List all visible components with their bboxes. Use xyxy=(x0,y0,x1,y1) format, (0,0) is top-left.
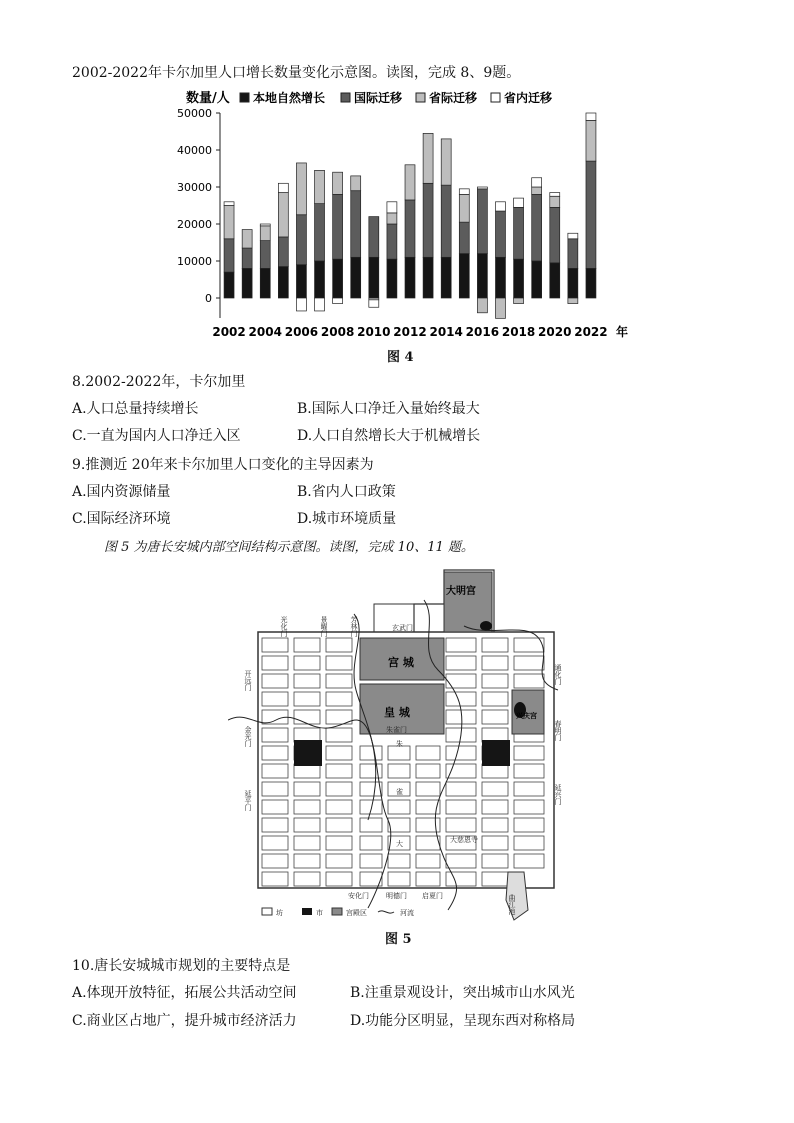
ward-block xyxy=(514,782,544,796)
ward-block xyxy=(514,854,544,868)
bar-segment xyxy=(260,226,270,241)
bar-segment xyxy=(532,178,542,187)
bar-segment xyxy=(550,207,560,263)
ward-block xyxy=(294,692,320,706)
bar-segment xyxy=(369,257,379,298)
bar-segment xyxy=(532,194,542,261)
bar-segment xyxy=(369,300,379,307)
q10-option-b: B.注重景观设计，突出城市山水风光 xyxy=(350,985,575,1001)
bar-segment xyxy=(496,211,506,257)
bar-segment xyxy=(333,194,343,259)
legend-label: 本地自然增长 xyxy=(253,91,326,105)
ward-block xyxy=(360,782,382,796)
ward-block xyxy=(482,782,508,796)
ward-block xyxy=(294,782,320,796)
bar-segment xyxy=(405,165,415,200)
changan-map xyxy=(228,560,568,945)
bar-segment xyxy=(496,202,506,211)
q8-stem: 8.2002-2022年，卡尔加里 xyxy=(72,374,246,390)
q9-option-a: A.国内资源储量 xyxy=(72,484,171,500)
ward-block xyxy=(262,764,288,778)
ward-block xyxy=(388,764,410,778)
x-tick-label: 2010 xyxy=(357,325,391,338)
bar-segment xyxy=(477,254,487,298)
gate-chunming: 春明门 xyxy=(554,720,562,741)
bar-segment xyxy=(586,113,596,120)
ward-block xyxy=(446,872,476,886)
figure-4-caption: 图 4 xyxy=(387,350,414,365)
y-tick-label: 30000 xyxy=(177,181,212,194)
bar-segment xyxy=(333,259,343,298)
ward-block xyxy=(388,854,410,868)
bar-segment xyxy=(351,257,361,298)
ward-block xyxy=(360,854,382,868)
bar-segment xyxy=(387,213,397,224)
ward-block xyxy=(388,818,410,832)
bar-segment xyxy=(405,200,415,257)
bar-segment xyxy=(568,239,578,269)
ward-block xyxy=(360,746,382,760)
ward-block xyxy=(514,764,544,778)
ward-block xyxy=(294,818,320,832)
bar-segment xyxy=(459,222,469,253)
ward-block xyxy=(388,746,410,760)
q9-option-b: B.省内人口政策 xyxy=(297,484,396,500)
ward-block xyxy=(326,872,352,886)
ward-block xyxy=(482,818,508,832)
ward-block xyxy=(446,674,476,688)
y-tick-label: 20000 xyxy=(177,218,212,231)
label-xingqing: 兴庆宫 xyxy=(516,712,537,720)
q8-option-a: A.人口总量持续增长 xyxy=(72,401,199,417)
x-tick-label: 2006 xyxy=(284,325,319,338)
ward-block xyxy=(294,728,320,742)
bar-segment xyxy=(514,298,524,304)
ward-block xyxy=(482,854,508,868)
bar-segment xyxy=(568,233,578,239)
gate-guanghua: 光化门 xyxy=(280,616,288,637)
bar-segment xyxy=(459,254,469,298)
label-damming: 大明宫 xyxy=(446,586,476,597)
bar-segment xyxy=(369,217,379,258)
street-char-1: 朱 xyxy=(396,740,403,748)
ward-block xyxy=(416,872,440,886)
bar-segment xyxy=(532,261,542,298)
ward-block xyxy=(326,800,352,814)
bar-segment xyxy=(405,257,415,298)
ward-block xyxy=(294,836,320,850)
ward-block xyxy=(262,836,288,850)
svg-text:市: 市 xyxy=(316,909,323,917)
ward-block xyxy=(360,818,382,832)
chart-ylabel: 数量/人 xyxy=(186,91,230,106)
bar-segment xyxy=(477,189,487,254)
ward-block xyxy=(326,746,352,760)
bar-segment xyxy=(550,193,560,197)
ward-block xyxy=(446,746,476,760)
ward-block xyxy=(482,656,508,670)
west-market xyxy=(294,740,322,766)
ward-block xyxy=(262,674,288,688)
street-char-2: 雀 xyxy=(396,788,403,796)
bar-segment xyxy=(423,257,433,298)
ward-block xyxy=(446,854,476,868)
ward-block xyxy=(326,854,352,868)
q8-option-b: B.国际人口净迁入量始终最大 xyxy=(297,401,480,417)
bar-segment xyxy=(315,261,325,298)
gate-jingyao: 景曜门 xyxy=(320,616,328,637)
legend-label: 省内迁移 xyxy=(504,91,553,105)
bar-segment xyxy=(441,185,451,257)
ward-block xyxy=(416,764,440,778)
q10-option-c: C.商业区占地广，提升城市经济活力 xyxy=(72,1013,297,1029)
bar-segment xyxy=(242,248,252,268)
ward-block xyxy=(262,872,288,886)
svg-text:宫殿区: 宫殿区 xyxy=(346,909,367,917)
bar-segment xyxy=(315,170,325,203)
bar-segment xyxy=(423,133,433,183)
bar-segment xyxy=(568,268,578,298)
bar-segment xyxy=(387,259,397,298)
x-tick-label: 2022 xyxy=(574,325,608,338)
question-intro-10-11: 图 5 为唐长安城内部空间结构示意图。读图，完成 10、11 题。 xyxy=(104,540,474,555)
q8-option-d: D.人口自然增长大于机械增长 xyxy=(297,428,481,444)
figure-5-caption: 图 5 xyxy=(385,932,412,947)
ward-block xyxy=(294,656,320,670)
ward-block xyxy=(294,872,320,886)
ward-block xyxy=(514,656,544,670)
bar-segment xyxy=(423,183,433,257)
x-tick-label: 2012 xyxy=(393,325,427,338)
x-tick-label: 2020 xyxy=(538,325,572,338)
ward-block xyxy=(262,800,288,814)
bar-segment xyxy=(333,298,343,304)
ward-block xyxy=(360,800,382,814)
ward-block xyxy=(326,692,352,706)
bar-segment xyxy=(351,191,361,258)
chart-legend xyxy=(240,90,553,105)
ward-block xyxy=(482,638,508,652)
bar-segment xyxy=(550,196,560,207)
y-tick-label: 0 xyxy=(205,292,212,305)
river-4 xyxy=(464,626,558,690)
population-chart xyxy=(170,88,650,338)
ward-block xyxy=(360,764,382,778)
lake-palace xyxy=(480,621,492,631)
ward-block xyxy=(294,764,320,778)
bar-segment xyxy=(224,206,234,239)
bar-segment xyxy=(260,224,270,226)
gate-tonghua: 通化门 xyxy=(554,664,562,685)
legend-swatch xyxy=(416,93,425,102)
ward-block xyxy=(446,818,476,832)
ward-block xyxy=(416,836,440,850)
x-tick-label: 2004 xyxy=(248,325,282,338)
ward-block xyxy=(482,710,508,724)
legend-swatch xyxy=(491,93,500,102)
y-tick-label: 50000 xyxy=(177,107,212,120)
ward-block xyxy=(446,692,476,706)
legend-label: 省际迁移 xyxy=(429,91,478,105)
gate-kaiyuan: 开远门 xyxy=(244,670,252,691)
gate-xuanwu: 玄武门 xyxy=(392,624,413,632)
label-qujiang: 曲江池 xyxy=(508,894,516,915)
ward-block xyxy=(294,674,320,688)
ward-block xyxy=(514,818,544,832)
map-legend xyxy=(262,908,414,917)
legend-label: 国际迁移 xyxy=(354,91,403,105)
q9-stem: 9.推测近 20年来卡尔加里人口变化的主导因素为 xyxy=(72,457,374,473)
bar-segment xyxy=(459,194,469,222)
x-tick-label: 2018 xyxy=(501,325,536,338)
street-char-3: 大 xyxy=(396,840,403,848)
legend-swatch xyxy=(341,93,350,102)
ward-block xyxy=(514,836,544,850)
bar-segment xyxy=(278,193,288,237)
ward-block xyxy=(514,674,544,688)
ward-block xyxy=(482,872,508,886)
bar-segment xyxy=(550,263,560,298)
ward-block xyxy=(326,728,352,742)
bar-segment xyxy=(296,163,306,215)
ward-block xyxy=(446,782,476,796)
x-tick-label: 2014 xyxy=(429,325,463,338)
ward-block xyxy=(446,800,476,814)
gate-mingde: 明德门 xyxy=(386,892,407,900)
y-tick-label: 10000 xyxy=(177,255,212,268)
ward-block xyxy=(482,764,508,778)
gate-yanxing: 延兴门 xyxy=(554,784,562,805)
bar-segment xyxy=(441,139,451,185)
bar-segment xyxy=(532,187,542,194)
bar-segment xyxy=(477,187,487,189)
bar-segment xyxy=(296,265,306,298)
label-ciensi: 大慈恩寺 xyxy=(450,836,478,844)
x-tick-label: 2016 xyxy=(465,325,500,338)
ward-block xyxy=(294,710,320,724)
svg-text:坊: 坊 xyxy=(276,909,283,917)
ward-block xyxy=(262,746,288,760)
ward-block xyxy=(262,728,288,742)
gate-yanping: 延平门 xyxy=(244,790,252,811)
x-tick-label: 2008 xyxy=(320,325,355,338)
ward-block xyxy=(514,746,544,760)
ward-block xyxy=(326,656,352,670)
bar-segment xyxy=(514,207,524,259)
east-market xyxy=(482,740,510,766)
ward-block xyxy=(262,692,288,706)
bar-segment xyxy=(260,268,270,298)
ward-block xyxy=(482,728,508,742)
ward-block xyxy=(326,836,352,850)
bar-segment xyxy=(496,257,506,298)
y-tick-label: 40000 xyxy=(177,144,212,157)
ward-block xyxy=(262,638,288,652)
gate-anhua: 安化门 xyxy=(348,892,369,900)
bar-segment xyxy=(333,172,343,194)
gate-zhuque: 朱雀门 xyxy=(386,726,407,734)
ward-block xyxy=(294,854,320,868)
bar-segment xyxy=(441,257,451,298)
ward-block xyxy=(416,782,440,796)
bar-segment xyxy=(224,239,234,272)
label-palace-city: 宫 城 xyxy=(388,656,414,669)
x-unit-label: 年 xyxy=(615,325,629,338)
ward-block xyxy=(262,854,288,868)
bar-segment xyxy=(459,189,469,195)
bar-segment xyxy=(514,259,524,298)
bar-segment xyxy=(514,198,524,207)
ward-block xyxy=(416,746,440,760)
bar-segment xyxy=(224,202,234,206)
ward-block xyxy=(262,782,288,796)
label-imperial-city: 皇 城 xyxy=(384,706,410,719)
ward-block xyxy=(294,638,320,652)
ward-block xyxy=(326,674,352,688)
ward-block xyxy=(482,836,508,850)
bar-segment xyxy=(315,298,325,311)
bar-segment xyxy=(296,215,306,265)
ward-block xyxy=(482,692,508,706)
gate-jinguang: 金光门 xyxy=(244,726,252,747)
bar-segment xyxy=(586,120,596,161)
bar-segment xyxy=(296,298,306,311)
ward-block xyxy=(482,800,508,814)
bar-segment xyxy=(242,268,252,298)
bar-segment xyxy=(260,241,270,269)
ward-block xyxy=(262,818,288,832)
question-intro-8-9: 2002-2022年卡尔加里人口增长数量变化示意图。读图，完成 8、9题。 xyxy=(72,65,521,81)
ward-block xyxy=(416,854,440,868)
ward-block xyxy=(360,836,382,850)
ward-block xyxy=(326,818,352,832)
ward-block xyxy=(262,656,288,670)
ward-block xyxy=(446,656,476,670)
q8-option-c: C.一直为国内人口净迁入区 xyxy=(72,428,241,444)
bar-segment xyxy=(586,161,596,268)
q10-stem: 10.唐长安城城市规划的主要特点是 xyxy=(72,958,291,974)
ward-block xyxy=(326,638,352,652)
ward-block xyxy=(388,872,410,886)
bar-segment xyxy=(387,202,397,213)
bar-segment xyxy=(477,298,487,313)
ward-block xyxy=(326,764,352,778)
ward-block xyxy=(294,800,320,814)
ward-block xyxy=(326,782,352,796)
bar-segment xyxy=(278,183,288,192)
bar-segment xyxy=(278,267,288,298)
ward-block xyxy=(388,800,410,814)
bar-segment xyxy=(351,176,361,191)
q9-option-d: D.城市环境质量 xyxy=(297,511,397,527)
ward-block xyxy=(482,674,508,688)
q10-option-a: A.体现开放特征，拓展公共活动空间 xyxy=(72,985,297,1001)
ward-block xyxy=(446,638,476,652)
x-tick-label: 2002 xyxy=(212,325,246,338)
bar-segment xyxy=(278,237,288,267)
q10-option-d: D.功能分区明显，呈现东西对称格局 xyxy=(350,1013,576,1029)
bar-segment xyxy=(224,272,234,298)
bar-segment xyxy=(568,298,578,304)
bar-segment xyxy=(315,204,325,261)
bar-segment xyxy=(496,298,506,318)
bar-segment xyxy=(242,230,252,249)
bar-segment xyxy=(586,268,596,298)
q9-option-c: C.国际经济环境 xyxy=(72,511,171,527)
ward-block xyxy=(514,800,544,814)
gate-qixia: 启夏门 xyxy=(422,892,443,900)
svg-text:河流: 河流 xyxy=(400,909,414,917)
gate-fanglin: 芳林门 xyxy=(350,616,358,637)
legend-swatch xyxy=(240,93,249,102)
bar-segment xyxy=(387,224,397,259)
